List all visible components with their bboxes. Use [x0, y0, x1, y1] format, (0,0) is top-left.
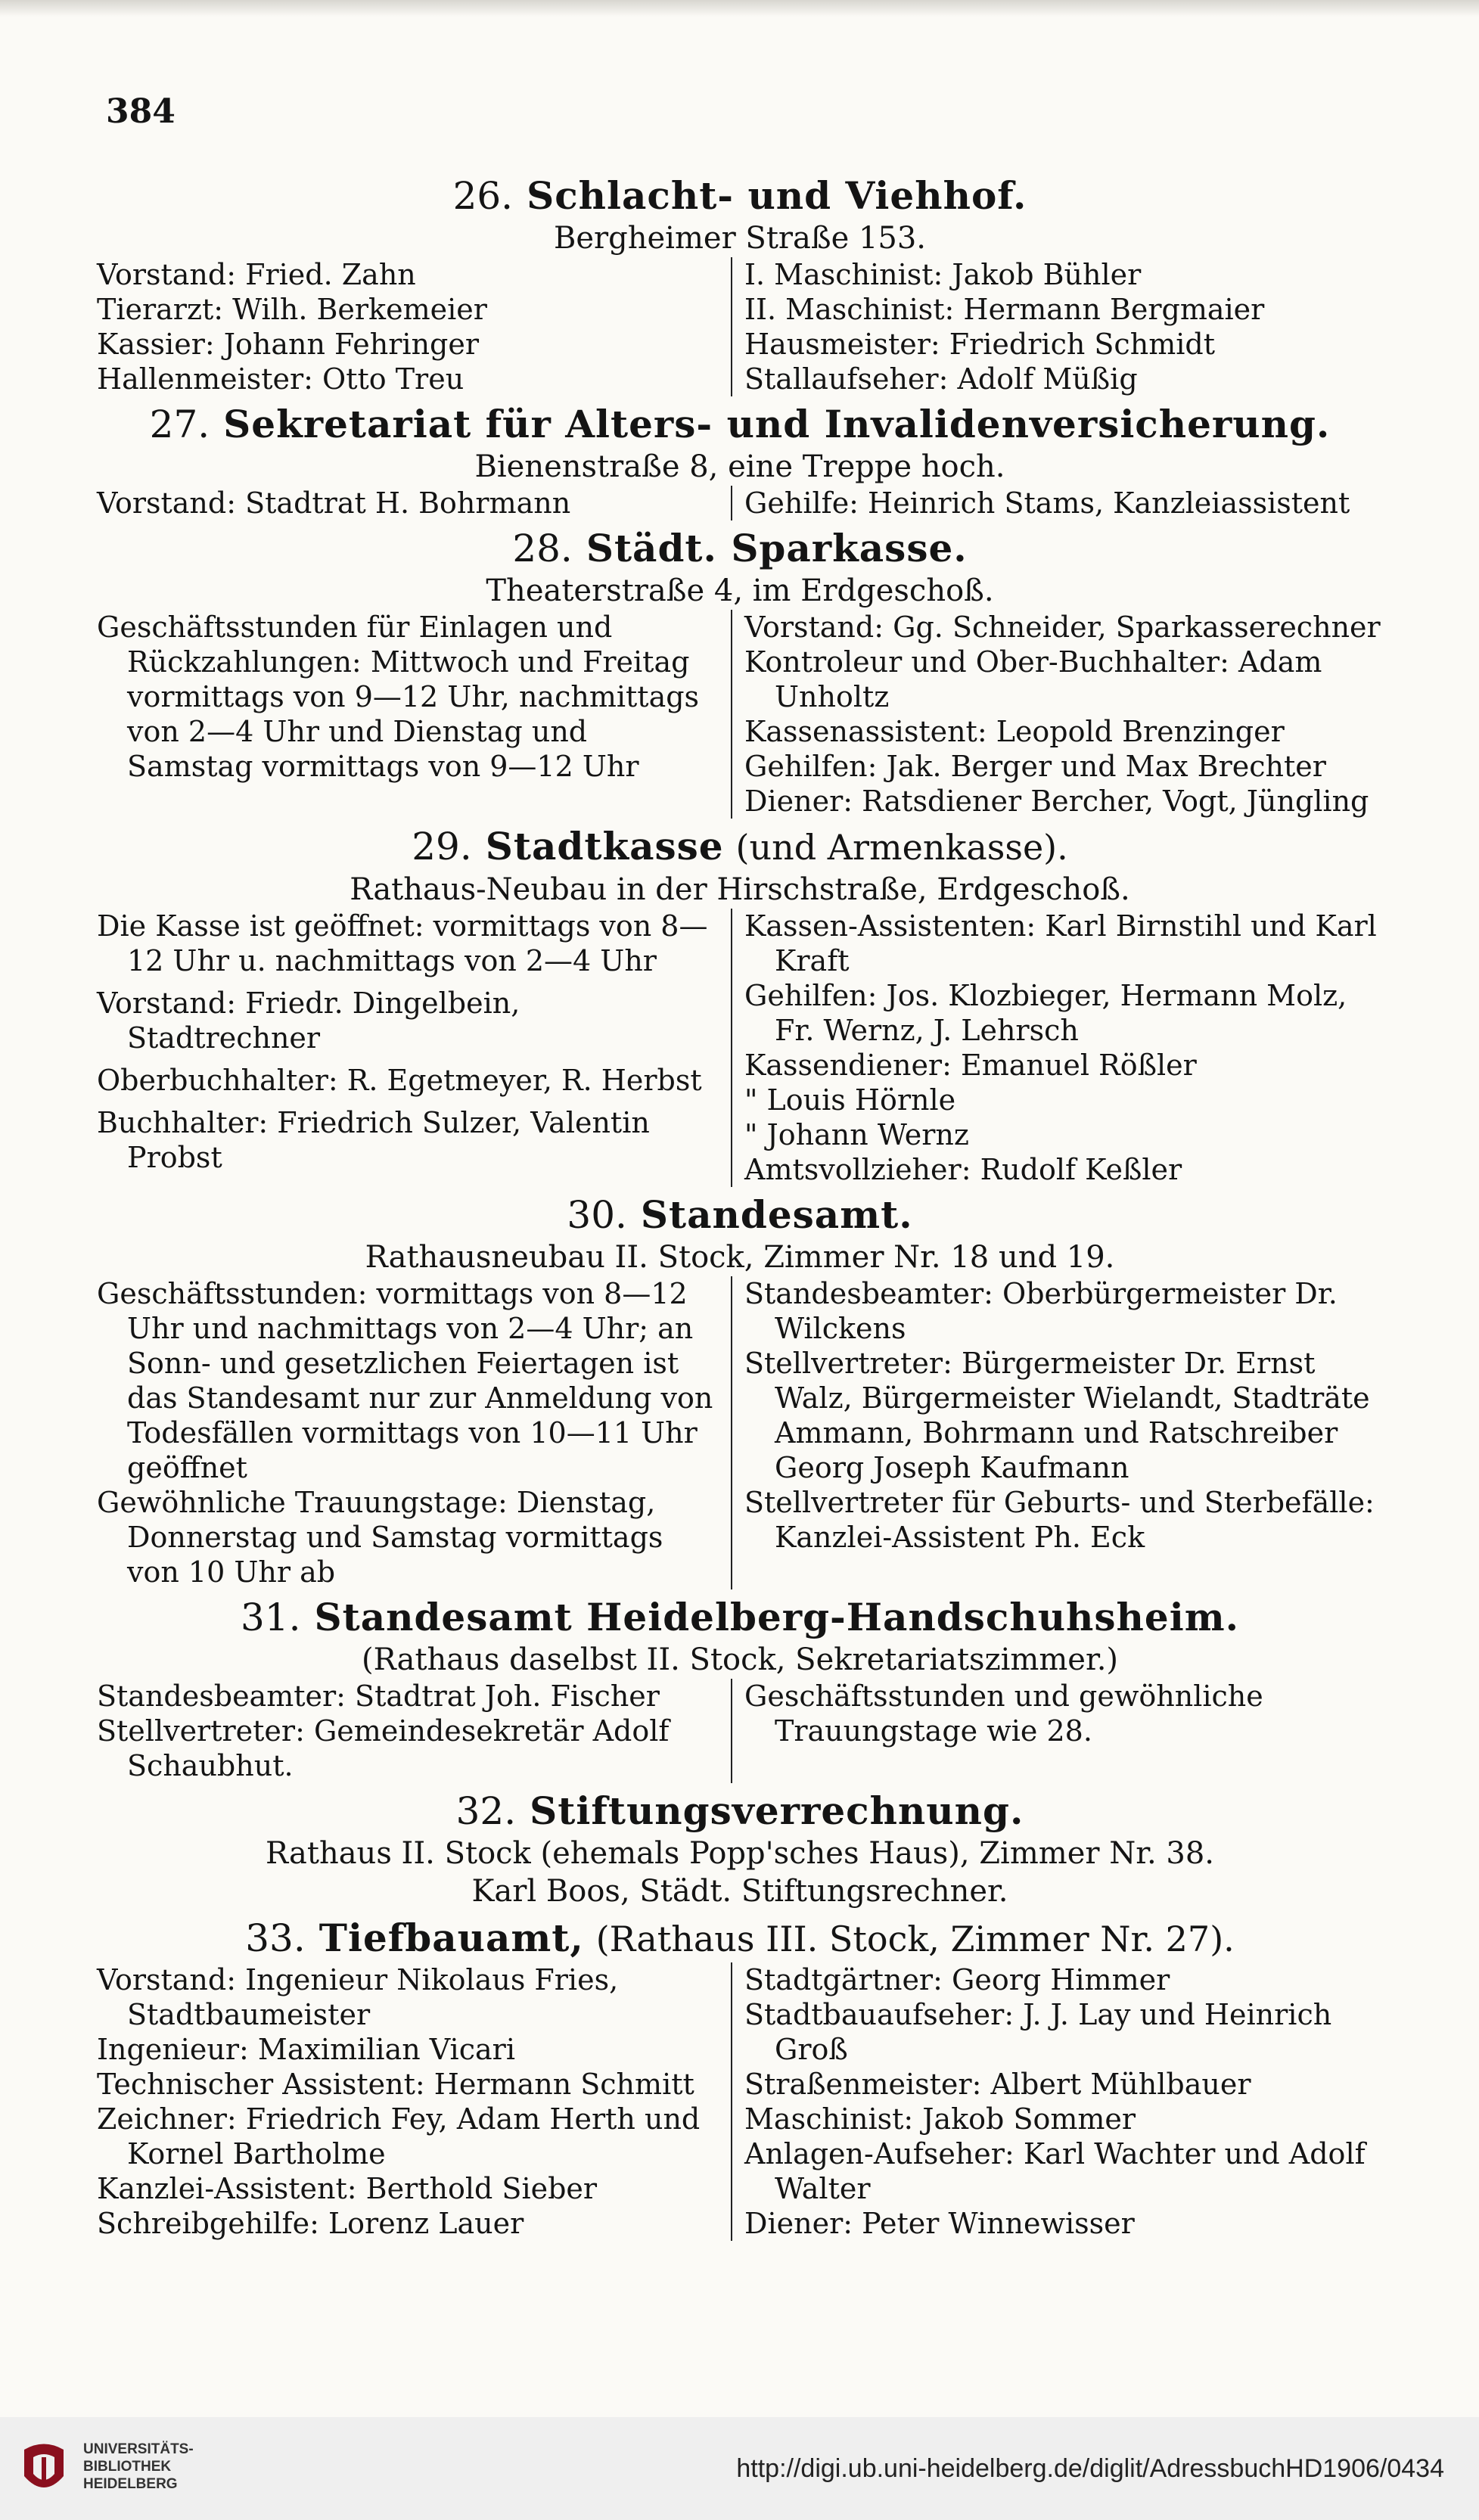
left-column — [97, 1962, 732, 2241]
left-column — [97, 909, 732, 1187]
section — [97, 172, 1383, 396]
directory-entry: Zeichner: Friedrich Fey, Adam Herth und Kornel Bartholme — [97, 2102, 701, 2170]
directory-entry: Geschäftsstunden für Einlagen und Rückzahlungen: Mittwoch und Freitag vormittags von 9—12 Uhr, nachmittags von 2—4 Uhr und Dienstag und Samstag vormittags von 9—12 Uhr — [97, 611, 700, 783]
section-columns — [97, 610, 1383, 819]
directory-entry: Stadtgärtner: Georg Himmer — [744, 1963, 1170, 1996]
section-title: Schlacht- und Viehhof. — [527, 173, 1027, 218]
directory-entry: Hallenmeister: Otto Treu — [97, 362, 465, 396]
directory-entry: Oberbuchhalter: R. Egetmeyer, R. Herbst — [97, 1064, 702, 1097]
right-column — [732, 909, 1383, 1187]
directory-entry: Technischer Assistent: Hermann Schmitt — [97, 2068, 694, 2101]
directory-entry: Buchhalter: Friedrich Sulzer, Valentin Probst — [97, 1106, 650, 1174]
section-title: Städt. Sparkasse. — [586, 526, 968, 570]
directory-entry: Amtsvollzieher: Rudolf Keßler — [744, 1153, 1182, 1186]
section — [97, 525, 1383, 819]
section-number: 28. — [512, 527, 573, 570]
section-columns — [97, 1276, 1383, 1589]
library-name — [83, 2441, 194, 2493]
directory-entry: Hausmeister: Friedrich Schmidt — [744, 328, 1215, 361]
section — [97, 1594, 1383, 1783]
directory-entry: Straßenmeister: Albert Mühlbauer — [744, 2068, 1251, 2101]
directory-entry: Diener: Ratsdiener Bercher, Vogt, Jüngling — [744, 785, 1369, 818]
section-heading — [97, 1788, 1383, 1835]
left-column — [97, 1679, 732, 1783]
page-number: 384 — [106, 92, 176, 131]
directory-entry: I. Maschinist: Jakob Bühler — [744, 258, 1142, 291]
directory-entry: Standesbeamter: Oberbürgermeister Dr. Wilckens — [744, 1277, 1338, 1345]
directory-entry: Gehilfen: Jos. Klozbieger, Hermann Molz, Fr. Wernz, J. Lehrsch — [744, 979, 1347, 1047]
section-address: Rathaus-Neubau in der Hirschstraße, Erdgeschoß. — [350, 872, 1130, 907]
directory-entry: Maschinist: Jakob Sommer — [744, 2102, 1136, 2136]
section-address: (Rathaus daselbst II. Stock, Sekretariatszimmer.) — [361, 1642, 1119, 1677]
directory-entry: Vorstand: Gg. Schneider, Sparkasserechner — [744, 611, 1381, 644]
section-number: 29. — [412, 825, 472, 868]
directory-entry: Gewöhnliche Trauungstage: Dienstag, Donnerstag und Samstag vormittags von 10 Uhr ab — [97, 1486, 663, 1589]
section-address: Rathaus II. Stock (ehemals Popp'sches Haus), Zimmer Nr. 38. — [265, 1836, 1214, 1871]
directory-entry: Vorstand: Ingenieur Nikolaus Fries, Stadtbaumeister — [97, 1963, 619, 2031]
section-columns — [97, 486, 1383, 520]
directory-entry: Kassier: Johann Fehringer — [97, 328, 480, 361]
section — [97, 1192, 1383, 1589]
directory-entry: Gehilfen: Jak. Berger und Max Brechter — [744, 750, 1326, 783]
section-heading — [97, 1594, 1383, 1641]
section-address: Bienenstraße 8, eine Treppe hoch. — [474, 449, 1005, 484]
left-column — [97, 486, 732, 520]
library-name-line: UNIVERSITÄTS- — [83, 2441, 194, 2457]
section-heading — [97, 1915, 1383, 1962]
section — [97, 1915, 1383, 2241]
section-address: Bergheimer Straße 153. — [553, 221, 927, 256]
left-column — [97, 610, 732, 819]
directory-entry: Vorstand: Friedr. Dingelbein, Stadtrechner — [97, 987, 520, 1055]
source-url-link[interactable]: http://digi.ub.uni-heidelberg.de/diglit/AdressbuchHD1906/0434 — [736, 2454, 1444, 2483]
directory-entry: " Louis Hörnle — [744, 1083, 956, 1117]
section-title: Stadtkasse — [485, 824, 724, 868]
directory-entry: Kanzlei-Assistent: Berthold Sieber — [97, 2172, 598, 2205]
directory-entry: Stellvertreter für Geburts- und Sterbefälle: Kanzlei-Assistent Ph. Eck — [744, 1486, 1375, 1554]
section-title: Tiefbauamt, — [318, 1916, 584, 1960]
section-columns — [97, 257, 1383, 396]
section-number: 33. — [245, 1916, 306, 1960]
section-title: Stiftungsverrechnung. — [530, 1788, 1024, 1833]
directory-entry: Vorstand: Fried. Zahn — [97, 258, 416, 291]
section-number: 31. — [240, 1596, 301, 1639]
directory-entry: Stellvertreter: Bürgermeister Dr. Ernst Walz, Bürgermeister Wielandt, Stadträte Ammann, Bohrmann und Ratschreiber Georg Joseph Kaufmann — [744, 1347, 1370, 1484]
section — [97, 823, 1383, 1187]
section-heading — [97, 401, 1383, 448]
directory-entry: Schreibgehilfe: Lorenz Lauer — [97, 2207, 524, 2240]
section-columns — [97, 1962, 1383, 2241]
right-column — [732, 257, 1383, 396]
directory-entry: Standesbeamter: Stadtrat Joh. Fischer — [97, 1679, 660, 1713]
directory-entry: Vorstand: Stadtrat H. Bohrmann — [97, 486, 571, 520]
directory-entry: " Johann Wernz — [744, 1118, 969, 1151]
directory-entry: Gehilfe: Heinrich Stams, Kanzleiassistent — [744, 486, 1350, 520]
section-address: Karl Boos, Städt. Stiftungsrechner. — [471, 1874, 1008, 1909]
section-address: Theaterstraße 4, im Erdgeschoß. — [486, 573, 994, 608]
section-heading — [97, 525, 1383, 572]
directory-entry: Stellvertreter: Gemeindesekretär Adolf Schaubhut. — [97, 1714, 670, 1782]
left-column — [97, 1276, 732, 1589]
section-address: Rathausneubau II. Stock, Zimmer Nr. 18 und 19. — [365, 1240, 1115, 1275]
section-columns — [97, 909, 1383, 1187]
directory-entry: Geschäftsstunden: vormittags von 8—12 Uhr und nachmittags von 2—4 Uhr; an Sonn- und gesetzlichen Feiertagen ist das Standesamt nur zur Anmeldung von Todesfällen vormittags von 10—11 Uhr geöffnet — [97, 1277, 713, 1484]
directory-entry: Diener: Peter Winnewisser — [744, 2207, 1135, 2240]
directory-entry: Kontroleur und Ober-Buchhalter: Adam Unholtz — [744, 645, 1322, 713]
directory-entry: Kassen-Assistenten: Karl Birnstihl und Karl Kraft — [744, 909, 1377, 977]
left-column — [97, 257, 732, 396]
directory-entry: Stallaufseher: Adolf Müßig — [744, 362, 1138, 396]
right-column — [732, 1276, 1383, 1589]
section-title: Standesamt. — [640, 1192, 913, 1237]
section-heading — [97, 1192, 1383, 1238]
scan-edge — [0, 0, 1479, 17]
section-title: Standesamt Heidelberg-Handschuhsheim. — [314, 1595, 1240, 1639]
directory-content — [97, 172, 1383, 2245]
directory-entry: Stadtbauaufseher: J. J. Lay und Heinrich Groß — [744, 1998, 1332, 2066]
section-heading — [97, 172, 1383, 219]
section-number: 26. — [452, 174, 514, 218]
section-number: 27. — [149, 402, 210, 446]
directory-entry: Ingenieur: Maximilian Vicari — [97, 2033, 515, 2066]
right-column — [732, 1962, 1383, 2241]
section-columns — [97, 1679, 1383, 1783]
section-number: 30. — [567, 1193, 627, 1237]
directory-entry: Kassendiener: Emanuel Rößler — [744, 1049, 1197, 1082]
directory-entry: Geschäftsstunden und gewöhnliche Trauungstage wie 28. — [744, 1679, 1263, 1748]
directory-entry: Die Kasse ist geöffnet: vormittags von 8—12 Uhr u. nachmittags von 2—4 Uhr — [97, 909, 708, 977]
right-column — [732, 610, 1383, 819]
directory-entry: Anlagen-Aufseher: Karl Wachter und Adolf Walter — [744, 2137, 1366, 2205]
section — [97, 401, 1383, 520]
section-title-suffix: (Rathaus III. Stock, Zimmer Nr. 27). — [595, 1919, 1235, 1959]
section-heading — [97, 823, 1383, 871]
section-title: Sekretariat für Alters- und Invalidenversicherung. — [223, 402, 1331, 446]
library-name-line: HEIDELBERG — [83, 2476, 178, 2492]
directory-entry: Kassenassistent: Leopold Brenzinger — [744, 715, 1285, 748]
section — [97, 1788, 1383, 1910]
library-name-line: BIBLIOTHEK — [83, 2459, 172, 2475]
directory-entry: II. Maschinist: Hermann Bergmaier — [744, 293, 1265, 326]
section-number: 32. — [455, 1789, 517, 1833]
right-column — [732, 486, 1383, 520]
library-logo-icon — [17, 2435, 71, 2503]
section-title-suffix: (und Armenkasse). — [735, 827, 1068, 868]
right-column — [732, 1679, 1383, 1783]
directory-entry: Tierarzt: Wilh. Berkemeier — [97, 293, 487, 326]
